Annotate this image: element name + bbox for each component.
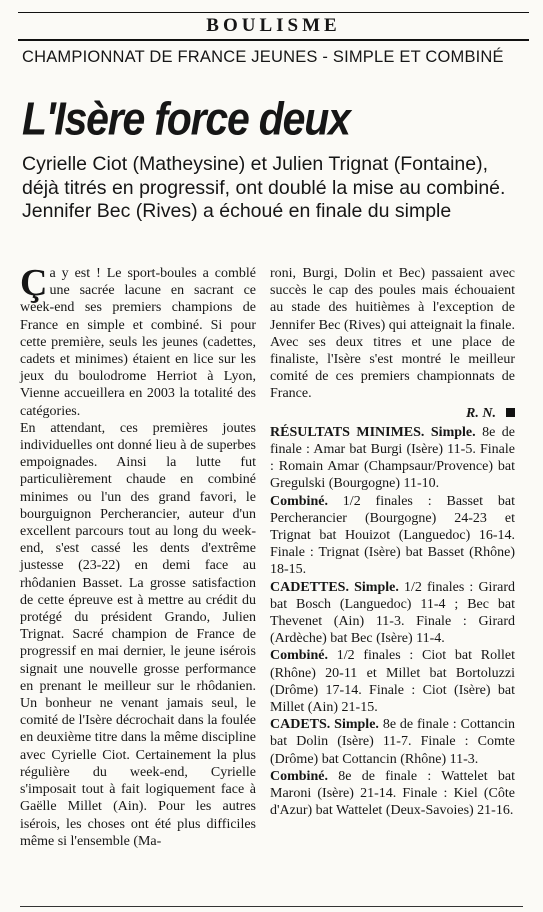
result-entry (270, 716, 515, 768)
result-heading: Combiné. (270, 768, 328, 784)
result-text: 1/2 finales : Basset bat Percherancier (Bourgogne) 24-23 et Trignat bat Houizot (Languedoc) 16-14. Finale : Trignat (Isère) bat Basset (Rhône) 18-15. (270, 493, 515, 578)
kicker: CHAMPIONNAT DE FRANCE JEUNES - SIMPLE ET COMBINÉ (22, 48, 504, 66)
end-square-icon (506, 408, 515, 417)
lede: Cyrielle Ciot (Matheysine) et Julien Trignat (Fontaine), déjà titrés en progressif, ont doublé la mise au combiné. Jennifer Bec (Rives) a échoué en finale du simple (22, 153, 506, 222)
result-text: 1/2 finales : Girard bat Bosch (Languedoc) 11-4 ; Bec bat Thevenet (Ain) 11-3. Finale : Girard (Ardèche) bat Bec (Isère) 11-4. (270, 579, 515, 647)
paragraph-intro-text: a y est ! Le sport-boules a comblé une sacrée lacune en sacrant ce week-end ses premiers champions de France en simple et combiné. Si pour cette première, seuls les jeunes (cadettes, cadets et minimes) étaient en lice sur les jeux du boulodrome Herriot à Lyon, Vienne accueillera en 2003 la totalité des catégories. (20, 266, 256, 419)
drop-cap: Ç (20, 262, 48, 304)
result-heading: RÉSULTATS MINIMES. Simple. (270, 424, 476, 440)
result-text: 8e de finale : Wattelet bat Maroni (Isère) 21-14. Finale : Kiel (Côte d'Azur) bat Wattelet (Deux-Savoies) 21-16. (270, 768, 515, 819)
author-signature (270, 405, 515, 422)
result-entry (270, 424, 515, 493)
paragraph-conclusion: roni, Burgi, Dolin et Bec) passaient avec succès le cap des poules mais échouaient au stade des huitièmes à l'exception de Jennifer Bec (Rives) qui atteignait la finale. Avec ses deux titres et une place de finaliste, l'Isère s'est montré le meilleur comité de ces premiers championnats de France. (270, 266, 515, 402)
result-text: 1/2 finales : Ciot bat Rollet (Rhône) 20-11 et Millet bat Bortoluzzi (Drôme) 17-14. Finale : Ciot (Isère) bat Millet (Ain) 21-15. (270, 648, 515, 716)
bottom-rule (20, 906, 523, 907)
result-heading: CADETTES. Simple. (270, 579, 399, 595)
paragraph-main: En attendant, ces premières joutes individuelles ont donné lieu à de superbes empoignades. Ainsi la lutte fut particulièrement chaude en combiné minimes ou l'un des grand favori, le bourguignon Percherancier, auteur d'un excellent parcours tout au long du week-end, s'est cassé les dents d'extrême justesse (23-22) en demi face au rhôdanien Basset. La grosse satisfaction de cette épreuve est à mettre au crédit du protégé du président Grando, Julien Trignat. Sacré champion de France de progressif en mai dernier, le jeune isérois signait une nouvelle grosse performance en prenant le meilleur sur le rhôdanien. Un bonheur ne venant jamais seul, le comité de l'Isère décrochait dans la foulée en deuxième titre dans la même discipline avec Cyrielle Ciot. Certainement la plus régulière du week-end, Cyrielle s'imposait tout à fait logiquement face à Gaëlle Millet (Ain). Pour les autres isérois, les choses ont été plus difficiles même si l'ensemble (Ma- (20, 420, 256, 849)
article-column-2 (270, 265, 515, 820)
results-list (270, 424, 515, 820)
result-heading: Combiné. (270, 493, 328, 509)
section-title: BOULISME (206, 15, 341, 36)
paragraph-intro (20, 262, 256, 420)
result-heading: Combiné. (270, 648, 328, 664)
article-column-1 (20, 262, 256, 850)
signature-text: R. N. (466, 405, 496, 421)
result-entry (270, 768, 515, 820)
section-rubric (18, 12, 529, 41)
result-text: 8e de finale : Cottancin bat Dolin (Isère) 11-7. Finale : Comte (Drôme) bat Cottancin (Rhône) 11-3. (270, 717, 515, 767)
result-heading: CADETS. Simple. (270, 717, 379, 733)
result-entry (270, 579, 515, 648)
result-entry (270, 647, 515, 716)
result-entry (270, 493, 515, 579)
headline: L'Isère force deux (22, 93, 350, 145)
result-text: 8e de finale : Amar bat Burgi (Isère) 11-5. Finale : Romain Amar (Champsaur/Provence) bat Gregulski (Bourgogne) 11-10. (270, 424, 515, 492)
